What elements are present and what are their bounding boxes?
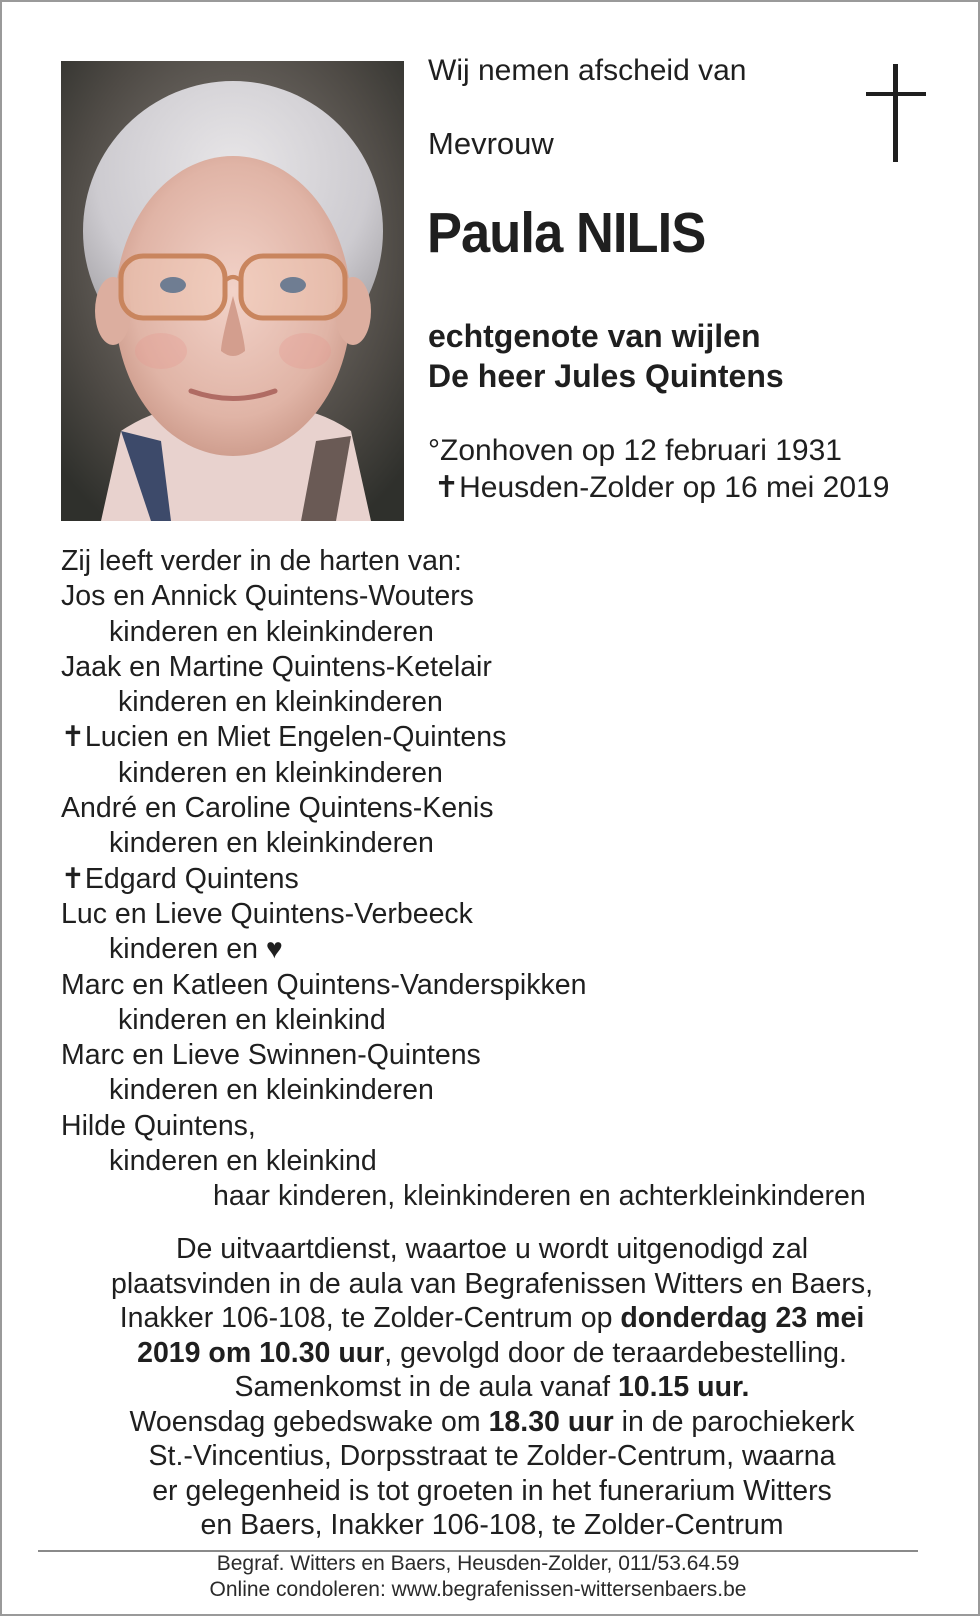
service-line: St.-Vincentius, Dorpsstraat te Zolder-Centrum, waarna bbox=[148, 1440, 836, 1472]
family-line: kinderen en kleinkind bbox=[118, 1003, 386, 1036]
service-line: plaatsvinden in de aula van Begrafenissen Witters en Baers, bbox=[110, 1267, 874, 1300]
service-line: De uitvaartdienst, waartoe u wordt uitgenodigd zal bbox=[175, 1233, 809, 1265]
service-text: Woensdag gebedswake om bbox=[129, 1405, 489, 1438]
family-line: kinderen en kleinkinderen bbox=[118, 686, 443, 719]
service-line: er gelegenheid is tot groeten in het funerarium Witters bbox=[152, 1474, 832, 1507]
service-text: in de parochiekerk bbox=[613, 1405, 855, 1438]
service-text: , gevolgd door de teraardebestelling. bbox=[384, 1336, 847, 1369]
family-line: kinderen en kleinkind bbox=[109, 1145, 377, 1178]
cross-icon bbox=[866, 64, 926, 162]
family-line: Luc en Lieve Quintens-Verbeeck bbox=[61, 897, 473, 930]
life-dates bbox=[428, 432, 889, 506]
family-line: kinderen en kleinkinderen bbox=[109, 615, 434, 648]
family-intro: Zij leeft verder in de harten van: bbox=[61, 545, 462, 577]
portrait-photo bbox=[61, 61, 404, 521]
service-line bbox=[42, 1336, 942, 1371]
online-condolence-link[interactable]: Online condoleren: www.begrafenissen-wittersenbaers.be bbox=[209, 1578, 747, 1601]
intro-text: Wij nemen afscheid van bbox=[428, 54, 747, 87]
birth-date: °Zonhoven op 12 februari 1931 bbox=[428, 434, 842, 467]
gathering-time: 10.15 uur. bbox=[617, 1371, 750, 1403]
service-line: en Baers, Inakker 106-108, te Zolder-Centrum bbox=[200, 1509, 784, 1541]
spouse-info bbox=[428, 316, 784, 396]
family-line: kinderen en kleinkinderen bbox=[109, 827, 434, 860]
family-line: André en Caroline Quintens-Kenis bbox=[61, 792, 494, 825]
funeral-service-info bbox=[42, 1232, 942, 1543]
death-date: ✝Heusden-Zolder op 16 mei 2019 bbox=[434, 471, 890, 504]
service-text: Samenkomst in de aula vanaf bbox=[234, 1371, 618, 1403]
service-line bbox=[42, 1370, 942, 1405]
service-line bbox=[42, 1405, 942, 1440]
service-date: donderdag 23 mei bbox=[620, 1302, 865, 1334]
family-line: Hilde Quintens, bbox=[61, 1109, 256, 1142]
service-line bbox=[42, 1301, 942, 1336]
honorific: Mevrouw bbox=[428, 126, 554, 161]
service-time: 2019 om 10.30 uur bbox=[137, 1336, 385, 1369]
family-line: kinderen en ♥ bbox=[109, 933, 283, 966]
family-line: Jos en Annick Quintens-Wouters bbox=[61, 580, 474, 613]
family-closing: haar kinderen, kleinkinderen en achterkleinkinderen bbox=[213, 1180, 866, 1213]
funeral-home-contact: Begraf. Witters en Baers, Heusden-Zolder, 011/53.64.59 bbox=[216, 1552, 740, 1575]
family-line: kinderen en kleinkinderen bbox=[118, 756, 443, 789]
spouse-line-2: De heer Jules Quintens bbox=[428, 358, 784, 394]
family-line: Marc en Lieve Swinnen-Quintens bbox=[61, 1039, 481, 1072]
vigil-time: 18.30 uur bbox=[488, 1405, 614, 1438]
family-line: ✝Edgard Quintens bbox=[61, 862, 299, 895]
footer bbox=[38, 1551, 918, 1603]
family-line: kinderen en kleinkinderen bbox=[109, 1074, 434, 1107]
deceased-name: Paula NILIS bbox=[427, 201, 706, 265]
spouse-line-1: echtgenote van wijlen bbox=[428, 318, 761, 354]
family-line: Jaak en Martine Quintens-Ketelair bbox=[61, 650, 492, 683]
family-list bbox=[61, 544, 941, 1215]
family-line: ✝Lucien en Miet Engelen-Quintens bbox=[61, 721, 507, 754]
family-line: Marc en Katleen Quintens-Vanderspikken bbox=[61, 968, 587, 1001]
service-text: Inakker 106-108, te Zolder-Centrum op bbox=[119, 1302, 621, 1334]
